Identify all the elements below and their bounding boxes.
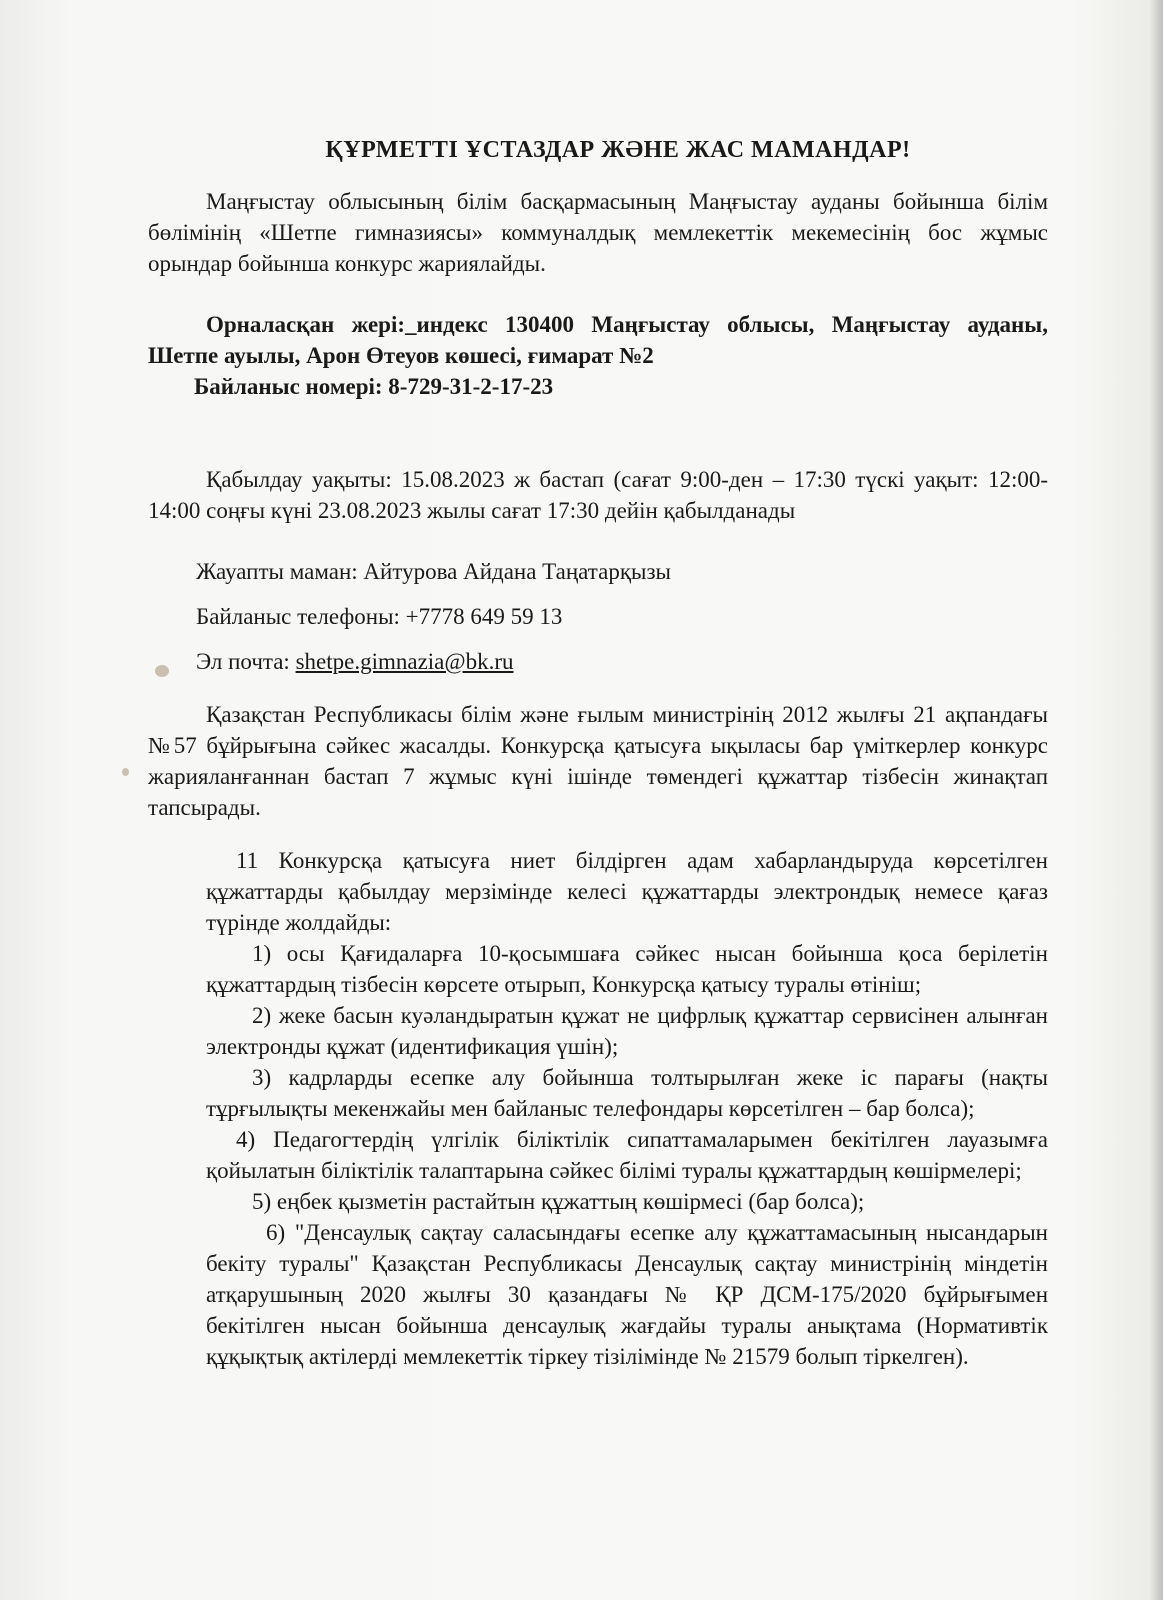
list-item: 4) Педагогтердің үлгілік біліктілік сипаттамаларымен бекітілген лауазымға қойылатын біліктілік талаптарына сәйкес білімі туралы құжаттардың көшірмелері; [206,1127,1048,1183]
responsible-person: Жауапты маман: Айтурова Айдана Таңатарқызы [196,559,671,584]
intro-paragraph: Маңғыстау облысының білім басқармасының Маңғыстау ауданы бойынша білім бөлімінің «Шетпе гимназиясы» коммуналдық мемлекеттік мекемесінің бос жұмыс орындар бойынша конкурс жариялайды. [148,189,1048,276]
location-paragraph: Орналасқан жері:_индекс 130400 Маңғыстау облысы, Маңғыстау ауданы, Шетпе ауылы, Арон Өтеуов көшесі, ғимарат №2 [148,312,1048,368]
document-title: ҚҰРМЕТТІ ҰСТАЗДАР ЖӘНЕ ЖАС МАМАНДАР! [325,137,911,163]
list-item: 2) жеке басын куәландыратын құжат не цифрлық құжаттар сервисінен алынған электронды құжат (идентификация үшін); [206,1003,1048,1059]
contact-phone: Байланыс телефоны: +7778 649 59 13 [196,604,563,629]
reception-time: Қабылдау уақыты: 15.08.2023 ж бастап (сағат 9:00-ден – 17:30 түскі уақыт: 12:00-14:00 соңғы күні 23.08.2023 жылы сағат 17:30 дейін қабылданады [148,467,1048,523]
email-link[interactable]: shetpe.gimnazia@bk.ru [295,649,514,674]
list-item: 1) осы Қағидаларға 10-қосымшаға сәйкес нысан бойынша қоса берілетін құжаттардың тізбесін көрсете отырып, Конкурсқа қатысу туралы өтініш; [206,941,1048,997]
email-label: Эл почта: [196,649,296,674]
documents-list [148,938,1048,1372]
list-item: 3) кадрларды есепке алу бойынша толтырылған жеке іс парағы (нақты тұрғылықты мекенжайы мен байланыс телефондары көрсетілген – бар болса); [206,1065,1048,1121]
contact-number: Байланыс номері: 8-729-31-2-17-23 [194,374,554,399]
list-item: 5) еңбек қызметін растайтын құжаттың көшірмесі (бар болса); [252,1189,865,1214]
rule-paragraph: 11 Конкурсқа қатысуға ниет білдірген адам хабарландыруда көрсетілген құжаттарды қабылдау мерзімінде келесі құжаттарды электрондық немесе қағаз түрінде жолдайды: [206,848,1048,935]
order-paragraph: Қазақстан Республикасы білім және ғылым министрінің 2012 жылғы 21 ақпандағы №57 бұйрығына сәйкес жасалды. Конкурсқа қатысуға ықыласы бар үміткерлер конкурс жарияланғаннан бастап 7 жұмыс күні ішінде төмендегі құжаттар тізбесін жинақтап тапсырады. [148,702,1048,820]
stain [122,768,129,776]
scan-shadow [1149,0,1163,1600]
email-line [148,646,1048,677]
document-body [148,135,1048,1372]
list-item: 6) "Денсаулық сақтау саласындағы есепке алу құжаттамасының нысандарын бекіту туралы" Қазақстан Республикасы Денсаулық сақтау министрінің міндетін атқарушының 2020 жылғы 30 қазандағы № ҚР ДСМ-175/2020 бұйрығымен бекітілген нысан бойынша денсаулық жағдайы туралы анықтама (Нормативтік құқықтық актілерді мемлекеттік тіркеу тізілімінде № 21579 болып тіркелген). [206,1220,1048,1369]
